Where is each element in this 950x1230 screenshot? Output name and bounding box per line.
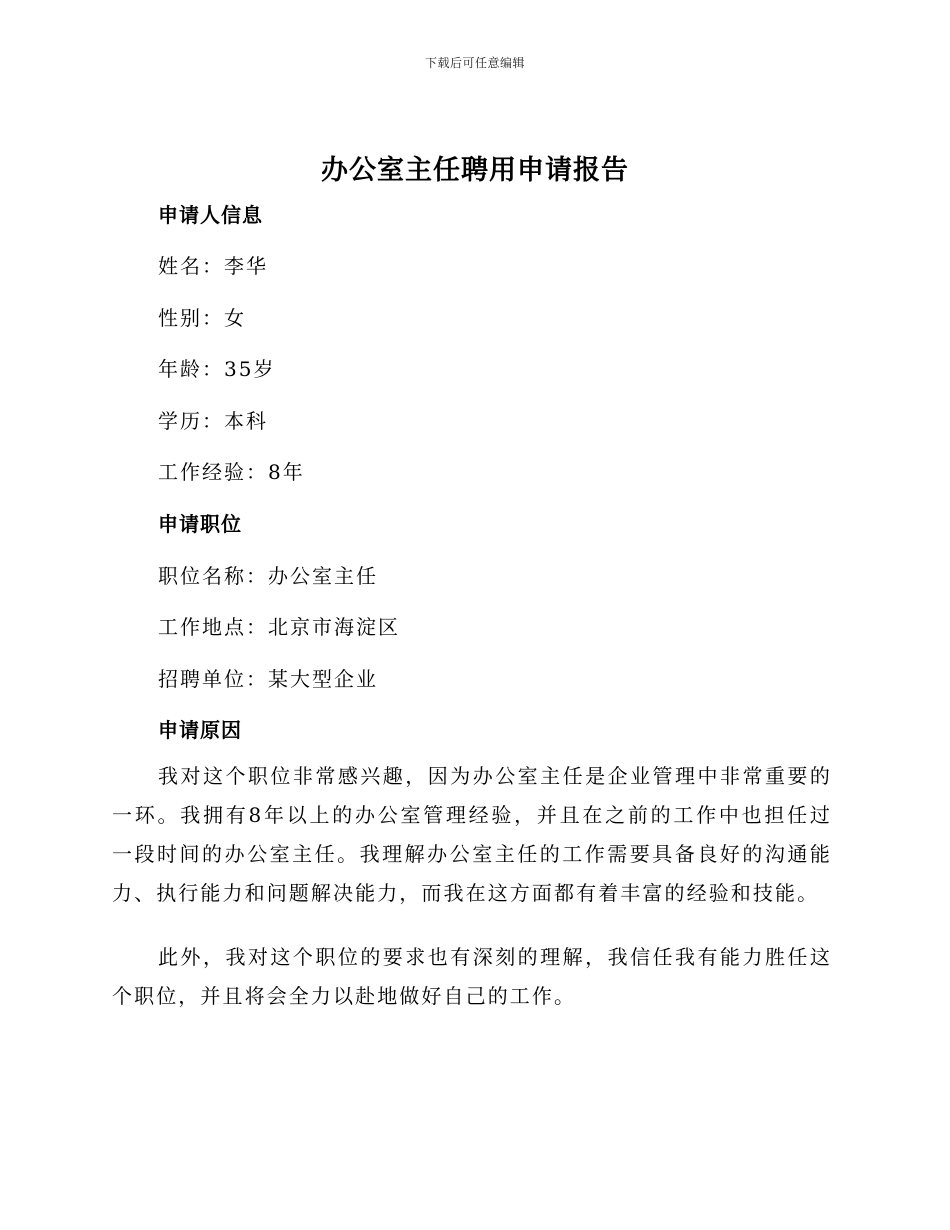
field-education: 学历：本科 [158, 409, 268, 433]
reason-paragraph-1: 我对这个职位非常感兴趣，因为办公室主任是企业管理中非常重要的一环。我拥有8年以上的办公室管理经验，并且在之前的工作中也担任过一段时间的办公室主任。我理解办公室主任的工作需要具备良好的沟通能力、执行能力和问题解决能力，而我在这方面都有着丰富的经验和技能。 [112, 764, 832, 905]
section-heading-applicant: 申请人信息 [158, 203, 263, 227]
section-heading-position: 申请职位 [158, 512, 242, 536]
field-age: 年龄：35岁 [158, 357, 276, 381]
field-experience: 工作经验：8年 [158, 460, 305, 484]
field-name: 姓名：李华 [158, 254, 268, 278]
header-note: 下载后可任意编辑 [424, 56, 525, 70]
field-gender: 性别：女 [158, 306, 246, 330]
document-title: 办公室主任聘用申请报告 [321, 155, 629, 186]
section-heading-reason: 申请原因 [158, 718, 242, 742]
field-position-name: 职位名称：办公室主任 [158, 564, 378, 588]
field-work-location: 工作地点：北京市海淀区 [158, 615, 400, 639]
reason-paragraph-2: 此外，我对这个职位的要求也有深刻的理解，我信任我有能力胜任这个职位，并且将会全力以赴地做好自己的工作。 [112, 945, 832, 1008]
field-employer: 招聘单位：某大型企业 [158, 667, 378, 691]
